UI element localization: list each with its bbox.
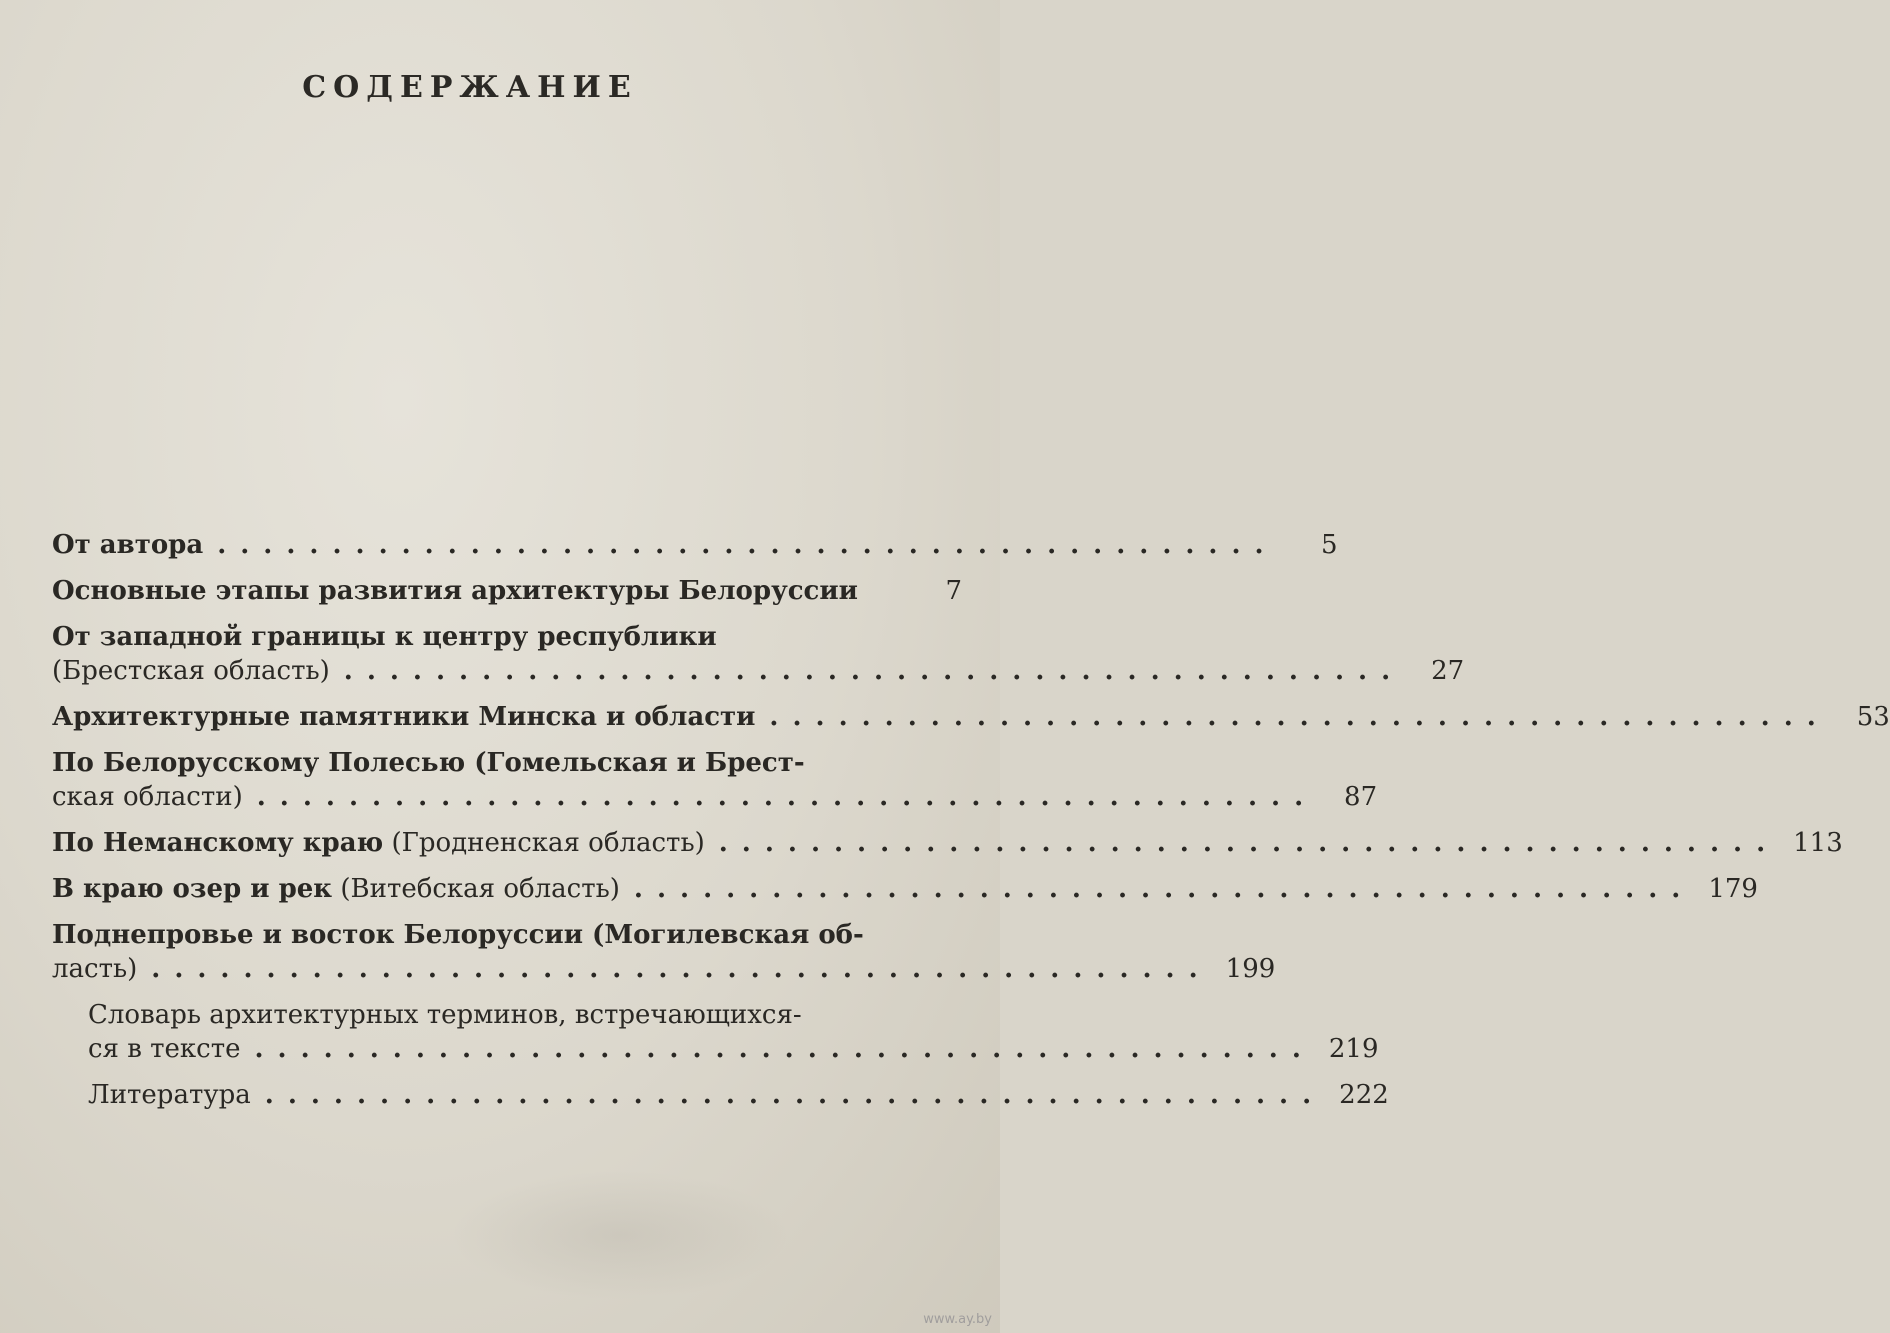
leader-dots: .............................................. (264, 1080, 1326, 1110)
toc-page-number: 7 (945, 576, 962, 606)
table-of-contents (52, 528, 1890, 1124)
toc-entry-title: Основные этапы развития архитектуры Белоруссии (52, 576, 858, 606)
toc-entry-subtitle: (Брестская область) (52, 656, 330, 686)
toc-entry-title: По Неманскому краю (52, 828, 384, 858)
toc-entry (52, 574, 962, 608)
leader-dots: .............................................. (633, 874, 1695, 904)
leader-dots: .............................................. (256, 782, 1318, 812)
toc-page-number: 53 (1856, 702, 1890, 732)
toc-entry-title: От автора (52, 530, 204, 560)
toc-entry (52, 700, 1890, 734)
leader-dots: .............................................. (254, 1034, 1315, 1064)
leader-dots: .............................................. (151, 954, 1212, 984)
leader-dots: .............................................. (718, 828, 1780, 858)
toc-entry (52, 826, 1843, 860)
toc-entry-subtitle: (Гродненская область) (391, 828, 705, 858)
leader-dots: .............................................. (769, 702, 1830, 732)
toc-entry-subtitle: (Витебская область) (340, 874, 620, 904)
toc-page-number: 5 (1321, 530, 1338, 560)
toc-page-number: 27 (1431, 656, 1465, 686)
bleed-through-text-shadow (450, 1170, 790, 1300)
toc-entry (52, 872, 1758, 906)
toc-page-number: 222 (1339, 1080, 1389, 1110)
page-title: СОДЕРЖАНИЕ (302, 70, 638, 105)
toc-entry-subtitle: ласть) (52, 954, 138, 984)
toc-entry-title: По Белорусскому Полесью (Гомельская и Брест- (52, 748, 805, 778)
toc-page-number: 87 (1344, 782, 1378, 812)
toc-entry-subtitle: ская области) (52, 782, 243, 812)
toc-entry (52, 528, 1338, 562)
toc-entry (52, 918, 1276, 986)
toc-entry-title: В краю озер и рек (52, 874, 333, 904)
toc-entry-title: Поднепровье и восток Белоруссии (Могилевская об- (52, 920, 864, 950)
toc-entry-title: Литература (88, 1080, 251, 1110)
watermark: www.ay.by (923, 1312, 992, 1327)
toc-entry (52, 746, 1378, 814)
toc-entry-title: Словарь архитектурных терминов, встречающихся- (88, 1000, 802, 1030)
toc-entry (52, 620, 1465, 688)
toc-entry (52, 1078, 1389, 1112)
toc-entry-title: От западной границы к центру республики (52, 622, 717, 652)
toc-page-number: 219 (1328, 1034, 1379, 1064)
toc-page-number: 113 (1793, 828, 1843, 858)
leader-dots: .............................................. (217, 530, 1278, 560)
toc-entry-title: Архитектурные памятники Минска и области (52, 702, 756, 732)
leader-dots: .............................................. (343, 656, 1405, 686)
toc-page-number: 179 (1708, 874, 1758, 904)
toc-entry (52, 998, 1379, 1066)
toc-entry-subtitle: ся в тексте (88, 1034, 241, 1064)
toc-page-number: 199 (1225, 954, 1276, 984)
